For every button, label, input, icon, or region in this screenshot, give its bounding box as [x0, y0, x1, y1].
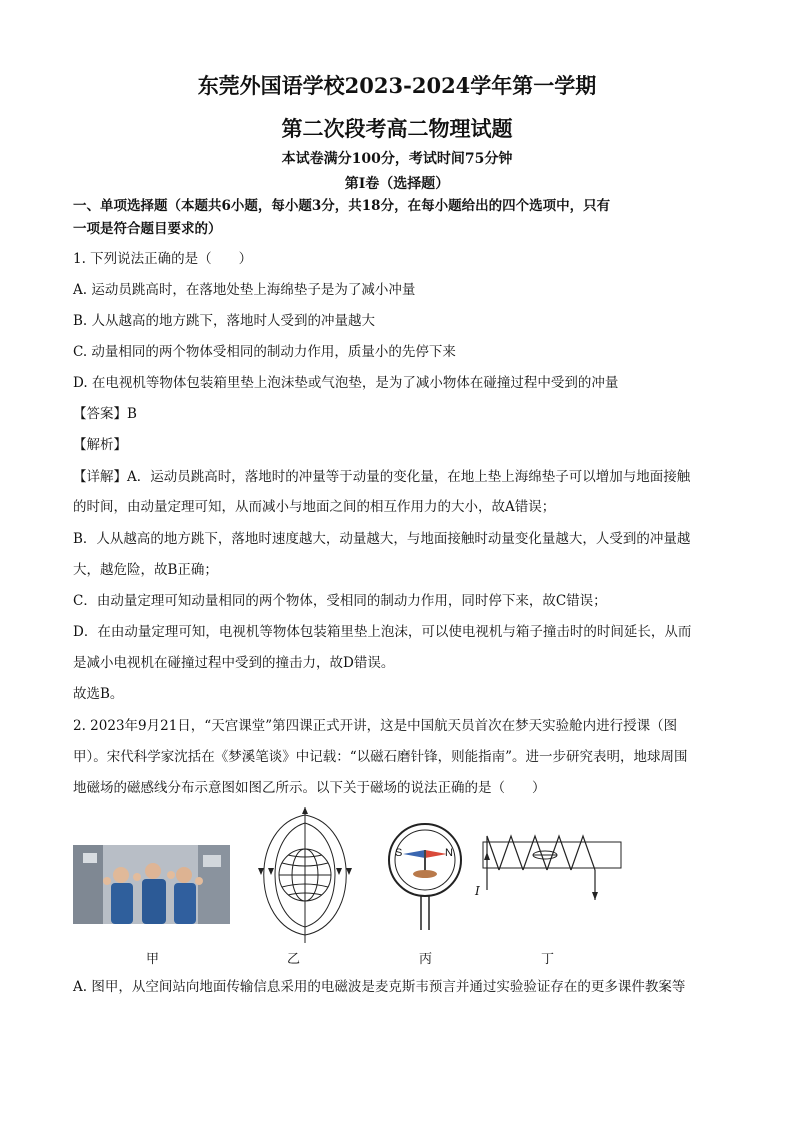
q1-detail-line: 是减小电视机在碰撞过程中受到的撞击力，故D错误。: [73, 655, 395, 671]
astronaut-photo: [73, 845, 230, 924]
section-heading: 一、单项选择题（本题共6小题，每小题3分，共18分，在每小题给出的四个选项中，只有: [73, 198, 611, 214]
question-2-stem: 2. 2023年9月21日，“天宫课堂”第四课正式开讲，这是中国航天员首次在梦天实验舱内进行授课（图: [73, 718, 678, 734]
figure-caption-yi: 乙: [287, 952, 301, 967]
figure-caption-ding: 丁: [541, 952, 555, 967]
q1-detail-line: 大，越危险，故B正确；: [73, 562, 218, 578]
compass-s-label: S: [395, 847, 403, 859]
q1-detail-line: C．由动量定理可知动量相同的两个物体，受相同的制动力作用，同时停下来，故C错误；: [73, 593, 607, 609]
q1-option-a: A. 运动员跳高时，在落地处垫上海绵垫子是为了减小冲量: [73, 282, 416, 298]
q2-figure: [70, 800, 730, 970]
exam-info: 本试卷满分100分，考试时间75分钟: [281, 151, 513, 167]
q1-option-c: C. 动量相同的两个物体受相同的制动力作用，质量小的先停下来: [73, 344, 456, 360]
question-2-stem-cont: 地磁场的磁感线分布示意图如图乙所示。以下关于磁场的说法正确的是（ ）: [73, 780, 546, 796]
exam-title: 东莞外国语学校2023-2024学年第一学期: [197, 73, 597, 98]
volume-label: 第Ⅰ卷（选择题）: [344, 176, 450, 192]
question-1-stem: 1. 下列说法正确的是（ ）: [73, 251, 253, 267]
q1-detail-line: D．在由动量定理可知，电视机等物体包装箱里垫上泡沫，可以使电视机与箱子撞击时的时间延长，从而: [73, 624, 692, 640]
solenoid-diagram: [475, 830, 625, 910]
compass-n-label: N: [445, 847, 453, 859]
q1-detail-line: 的时间，由动量定理可知，从而减小与地面之间的相互作用力的大小，故A错误；: [73, 499, 556, 515]
q1-conclusion: 故选B。: [73, 686, 124, 702]
q1-detail-line: B．人从越高的地方跳下，落地时速度越大，动量越大，与地面接触时动量变化量越大，人受到的冲量越: [73, 531, 691, 547]
q1-analysis-label: 【解析】: [73, 437, 127, 453]
section-heading-cont: 一项是符合题目要求的）: [73, 221, 222, 237]
q1-detail-line: 【详解】A．运动员跳高时，落地时的冲量等于动量的变化量，在地上垫上海绵垫子可以增加与地面接触: [73, 469, 691, 485]
q1-option-b: B. 人从越高的地方跳下，落地时人受到的冲量越大: [73, 313, 376, 329]
q1-answer: 【答案】B: [73, 406, 137, 422]
earth-magnetic-field-diagram: [255, 805, 355, 945]
question-2-stem-cont: 甲）。宋代科学家沈括在《梦溪笔谈》中记载：“以磁石磨针锋，则能指南”。进一步研究表明，地球周围: [73, 749, 688, 765]
exam-subtitle: 第二次段考高二物理试题: [281, 116, 513, 141]
compass-diagram: [385, 820, 465, 940]
figure-caption-jia: 甲: [146, 952, 160, 967]
q1-option-d: D. 在电视机等物体包装箱里垫上泡沫垫或气泡垫，是为了减小物体在碰撞过程中受到的冲量: [73, 375, 619, 391]
q2-option-a: A. 图甲，从空间站向地面传输信息采用的电磁波是麦克斯韦预言并通过实验验证存在的更多课件教案等: [73, 979, 686, 995]
current-label: I: [475, 884, 480, 898]
figure-caption-bing: 丙: [419, 952, 433, 967]
